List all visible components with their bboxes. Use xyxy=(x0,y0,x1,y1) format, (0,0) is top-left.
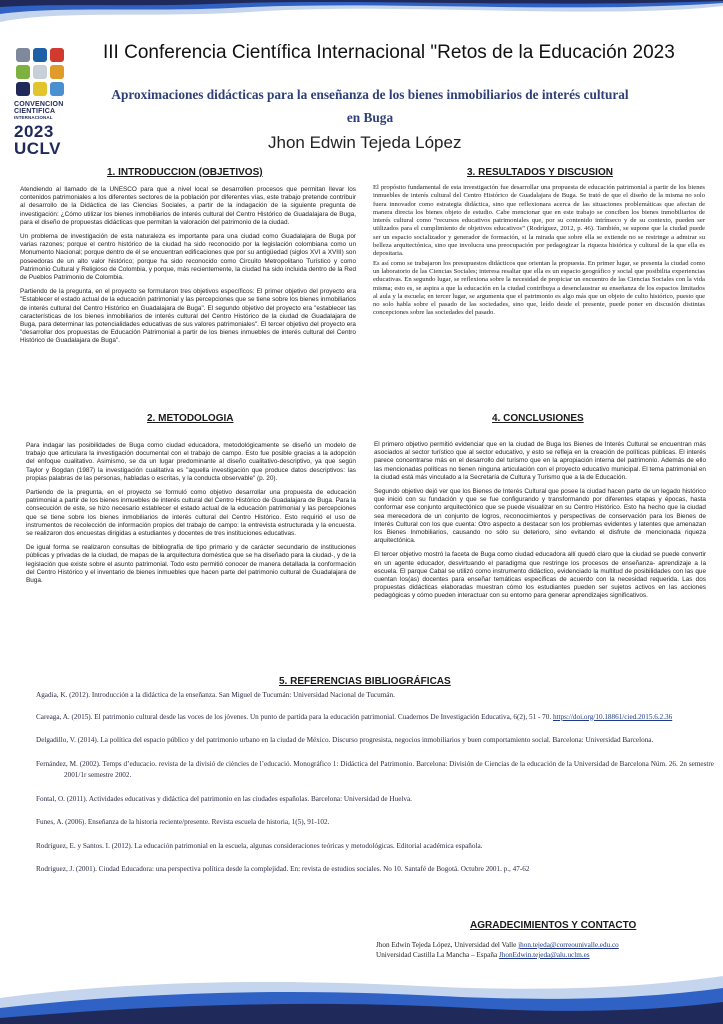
reference-text: Rodríguez, E. y Santos. I. (2012). La educación patrimonial en la escuela, algunas consideraciones teóricas y metodológicas. Editorial académica española. xyxy=(36,841,483,850)
results-paragraph: El propósito fundamental de esta investigación fue desarrollar una propuesta de educación patrimonial a partir de los bienes inmuebles de interés cultural del Centro Histórico de Guadalajara de Buga. Se trató de que el diseño de la misma no solo fuera innovador como estrategia didáctica, sino que reflexionara acerca de las situaciones problemáticas que afectan de manera directa los bienes objeto de estudio. Cabe mencionar que en este trabajo se conciben los bienes inmobiliarios de interés cultural como “recursos educativos patrimoniales que, por su contenido intrínseco y de su contexto, pueden ser utilizados para el cumplimiento de objetivos educativos” (Rodríguez, 2012, p. 46). También, se supone que la ciudad puede ser un espacio socializador y generador de formación, si la mirada que sobre ella se extiende no se restringe a admirar su belleza arquitectónica, sino que involucra una preocupación por pedagogizar la riqueza histórica y cultural de la que ella es depositaria. xyxy=(373,184,705,258)
conclusions-body xyxy=(374,441,706,607)
logo-square xyxy=(50,48,64,62)
reference-item xyxy=(36,759,714,782)
conclusions-heading: 4. CONCLUSIONES xyxy=(492,413,584,424)
intro-paragraph: Partiendo de la pregunta, en el proyecto se formularon tres objetivos específicos: El primer objetivo del proyecto era "Establecer el estado actual de la educación patrimonial y las percepciones que se tiene sobre los bienes inmobiliarios de interés cultural del Centro Histórico en Guadalajara de Buga". El segundo objetivo del proyecto era "establecer las características de los bienes inmobiliarios de interés cultural del Centro Histórico de la ciudad de Guadalajara de Buga, para determinar las potencialidades educativas de sus valores patrimoniales". El tercer objetivo del proyecto era "desarrollar dos propuestas de Educación Patrimonial a partir de los bienes inmuebles de interés cultural del Centro Histórico de Guadalajara de Buga". xyxy=(20,288,356,345)
conference-title: III Conferencia Científica Internacional "Retos de la Educación 2023 xyxy=(103,42,675,63)
reference-text: Careaga, A. (2015). El patrimonio cultural desde las voces de los jóvenes. Un punto de partida para la educación patrimonial. Cuadernos De Investigación Educativa, 6(2), 51 - 70. xyxy=(36,712,553,721)
paper-title: Aproximaciones didácticas para la enseñanza de los bienes inmobiliarios de interés cultural en Buga xyxy=(111,87,629,125)
method-paragraph: Partiendo de la pregunta, en el proyecto se formuló como objetivo desarrollar una propuesta de educación patrimonial a partir de los bienes inmuebles de interés cultural del Centro Histórico de Guadalajara de Buga. Para la consecución de este, se hizo necesario establecer el estado actual de la educación patrimonial y las percepciones que se tiene sobre los bienes inmobiliarios de interés cultural del Centro Histórico. Esto requirió el uso de instrumentos de recolección de información propios del trabajo de campo: la entrevista estructurada y la encuesta. se realizaron dos encuestas dirigidas a estudiantes y docentes de tres instituciones educativas. xyxy=(26,489,356,538)
method-paragraph: De igual forma se realizaron consultas de bibliografía de tipo primario y de carácter secundario de instituciones públicas y privadas de la ciudad, de mapas de la arquitectura doméstica que se ha diseñado para la ciudad-, y de la legislación que existe sobre el asunto patrimonial. Todo esto permitió conocer de manera detallada la conformación del Centro Histórico y el inventario de bienes inmuebles que hacen parte del patrimonio cultural de Guadalajara de Buga. xyxy=(26,544,356,585)
method-heading: 2. METODOLOGIA xyxy=(147,413,234,424)
contact-line xyxy=(376,950,619,960)
contact-email-link[interactable]: JhonEdwin.tejeda@alu.uclm.es xyxy=(498,951,590,959)
reference-item xyxy=(36,735,714,747)
logo-square xyxy=(33,65,47,79)
reference-text: Fontal, O. (2011). Actividades educativas y didáctica del patrimonio en las ciudades españolas. Barcelona: Universidad de Huelva. xyxy=(36,794,412,803)
reference-item xyxy=(36,864,714,876)
reference-item xyxy=(36,794,714,806)
logo-text-year: 2023 xyxy=(14,121,54,141)
reference-item xyxy=(36,712,714,724)
logo-square xyxy=(33,82,47,96)
results-body xyxy=(373,184,705,324)
method-paragraph: Para indagar las posibilidades de Buga como ciudad educadora, metodológicamente se diseñó un modelo de trabajo que articulara la investigación documental con el trabajo de campo. Esto fue posible gracias a la adopción del enfoque cualitativo. Asimismo, se da un lugar predominante al diseño cualitativo-descriptivo, ya que según Taylor y Bogdan (1987) la investigación cualitativa es "aquella investigación que produce datos descriptivos: las propias palabras de las personas, habladas o escritas, y la conducta observable" (p. 20). xyxy=(26,442,356,482)
logo-square xyxy=(16,65,30,79)
header-wave-decoration xyxy=(0,0,723,40)
logo-text-cientifica: CIENTIFICA xyxy=(14,108,56,115)
references-heading: 5. REFERENCIAS BIBLIOGRÁFICAS xyxy=(279,676,451,687)
reference-item xyxy=(36,817,714,829)
intro-paragraph: Atendiendo al llamado de la UNESCO para que a nivel local se desarrollen procesos que permitan llevar los contenidos patrimoniales a los diferentes sectores de la población por diferentes vías, este trabajo pretende contribuir al desarrollo de la Didáctica de las Ciencias Sociales, a partir de la indagación de la siguiente pregunta de investigación: ¿Cómo utilizar los bienes inmobiliarios de interés cultural del Centro Histórico de Guadalajara de Buga, para el diseño de propuestas didácticas que permitan la valoración del patrimonio de la ciudad. xyxy=(20,186,356,226)
conclusions-paragraph: El primero objetivo permitió evidenciar que en la ciudad de Buga los Bienes de Interés Cultural se encuentran más asociados al sector turístico que al sector educativo, y esto se refleja en la creación de políticas públicas. El interés parece concentrarse más en el desarrollo del turismo que en la apropiación interna del patrimonio. Además de ello las mencionadas políticas no tienen ninguna articulación con el proyecto educativo municipal. El tema patrimonial en la ciudad está más vinculado a la Secretaría de Cultura y Turismo que a la de Educación. xyxy=(374,441,706,481)
contact-affiliation: Universidad Castilla La Mancha – España xyxy=(376,951,499,959)
intro-heading: 1. INTRODUCCION (OBJETIVOS) xyxy=(107,167,263,178)
contact-line xyxy=(376,940,619,950)
results-heading: 3. RESULTADOS Y DISCUSION xyxy=(467,167,613,178)
method-body xyxy=(26,442,356,591)
footer-wave-decoration xyxy=(0,968,723,1024)
contact-block xyxy=(376,940,619,960)
logo-square xyxy=(50,82,64,96)
intro-body xyxy=(20,186,356,352)
reference-text: Delgadillo, V. (2014). La política del espacio público y del patrimonio urbano en la ciudad de México. Discurso progresista, negocios inmobiliarios y buen comportamiento social. Barcelona: Universidad Barcelona. xyxy=(36,736,654,744)
reference-text: Rodriguez, J. (2001). Ciudad Educadora: una perspectiva política desde la complejidad. En: revista de estudios sociales. No 10. Santafé de Bogotá. Octubre 2001. p., 47-62 xyxy=(36,865,530,873)
results-paragraph: Es así como se trabajaron los presupuestos didácticos que orientan la propuesta. En primer lugar, se presenta la ciudad como un laboratorio de las Ciencias Sociales; interesa resaltar que ella es un espacio geográfico y social que posibilita experiencias educativas. En segundo lugar, se reflexiona sobre la necesidad de propiciar un encuentro de las Ciencias Sociales con la vida misma; esto es, se aspira a que la educación en la ciudad contribuya a desenclaustrar su enseñanza de los espacios limitados al aula y la escuela; en tercer lugar, se argumenta que el patrimonio es algo más que un objeto de culto histórico, puesto que no solo habla sobre el pasado de las sociedades, sino que, leído desde el presente, puede poner en discusión distintas concepciones sobre las sociedades del pasado. xyxy=(373,259,705,317)
logo-text-uclv: UCLV xyxy=(14,138,62,158)
reference-item xyxy=(36,841,714,853)
logo-square xyxy=(33,48,47,62)
logo-square xyxy=(50,65,64,79)
reference-text: Fernández, M. (2002). Temps d’educacio. revista de la divisió de ciències de l’educació. Monográfico 1: Didáctica del Patrimonio. Barcelona: División de Ciencias de la educación de la Universidad de Barcelona Núm. 26. 2n semestre 2001/1r semestre 2002. xyxy=(36,759,714,779)
intro-paragraph: Un problema de investigación de esta naturaleza es importante para una ciudad como Guadalajara de Buga por varias razones; porque el centro histórico de la ciudad ha sido reconocido por la legislación colombiana como un Monumento Nacional; porque dentro de él se encuentran edificaciones que por su antigüedad (siglos XVI a XVIII) son poseedoras de un alto valor histórico; porque ha sido reconocido como Circuito Metropolitano Turístico y como Patrimonio Cultural y Religioso de Colombia, y porque, más recientemente, la ciudad ha sido incluida dentro de la Red de Pueblos Patrimonio de Colombia. xyxy=(20,233,356,282)
author-name: Jhon Edwin Tejeda López xyxy=(268,133,462,152)
conclusions-paragraph: Segundo objetivo dejó ver que los Bienes de Interés Cultural que posee la ciudad hacen parte de un legado histórico que inició con su fundación y que se fue configurando y transformando por diferentes etapas y épocas, hasta conformar ese conjunto arquitectónico que se puede visualizar en su Centro Histórico. Esto ha hecho que la ciudad sea merecedora de un conjunto de logros, reconocimientos y perspectivas de conservación para los Bienes de Interés Cultural con los que cuenta: Otro aspecto a destacar son los problemas evidentes y latentes que amenazan los Bienes Inmobiliarios, causando no sólo su deterioro, sino evitando el disfrute de mencionada riqueza arquitectónica. xyxy=(374,488,706,545)
conclusions-paragraph: El tercer objetivo mostró la faceta de Buga como ciudad educadora allí quedó claro que la ciudad se puede convertir en un agente educador, desvirtuando el paradigma que restringe los procesos de enseñanza- aprendizaje a la escuela. El parque Cabal se utilizó como instrumento didáctico, evidenciado la multitud de posibilidades con las que cuentan los(as) docentes para enseñar temáticas específicas de acuerdo con la necesidad requerida. Las dos propuestas didácticas elaboradas muestran cómo los estudiantes pueden ser sujetos activos en las acciones pedagógicas y cómo pueden interactuar con su entorno para generar aprendizajes significativos. xyxy=(374,551,706,600)
reference-text: Funes, A. (2006). Enseñanza de la historia reciente/presente. Revista escuela de historia, 1(5), 91-102. xyxy=(36,818,330,826)
contact-email-link[interactable]: jhon.tejeda@correounivalle.edu.co xyxy=(518,941,619,949)
logo-square xyxy=(16,48,30,62)
logo-square xyxy=(16,82,30,96)
contact-heading: AGRADECIMIENTOS Y CONTACTO xyxy=(470,920,637,931)
logo-squares xyxy=(16,48,64,96)
reference-link[interactable]: https://doi.org/10.18861/cied.2015.6.2.36 xyxy=(552,712,673,721)
references-list xyxy=(36,690,714,888)
conference-logo xyxy=(14,48,68,157)
logo-text-internacional: INTERNACIONAL xyxy=(14,115,53,120)
reference-item xyxy=(36,690,714,702)
logo-text-convencion: CONVENCION xyxy=(14,101,64,108)
reference-text: Agadia, K. (2012). Introducción a la didáctica de la enseñanza. San Miguel de Tucumán: Universidad Nacional de Tucumán. xyxy=(36,691,395,699)
contact-affiliation: Jhon Edwin Tejeda López, Universidad del Valle xyxy=(376,941,519,949)
